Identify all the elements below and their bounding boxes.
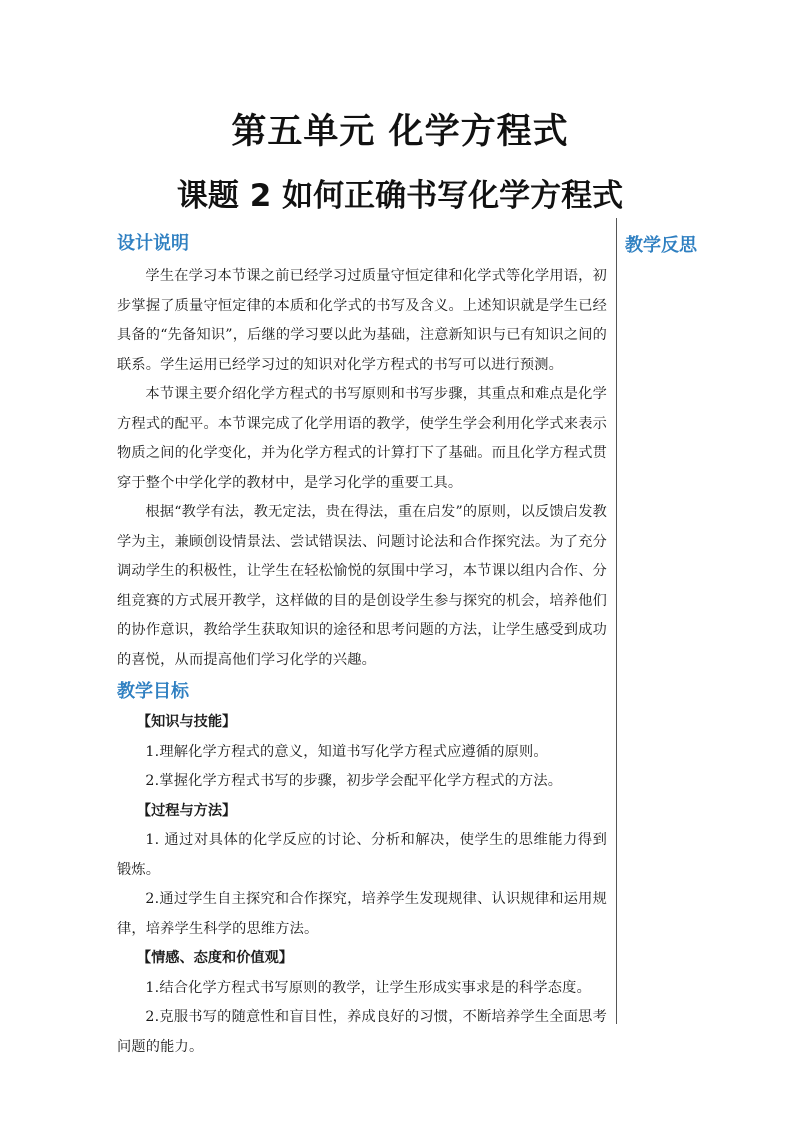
main-column — [117, 228, 607, 1062]
unit-title: 第五单元 化学方程式 — [231, 112, 569, 152]
reflection-heading: 教学反思 — [625, 235, 697, 256]
knowledge-item-2: 2.掌握化学方程式书写的步骤，初步学会配平化学方程式的方法。 — [145, 773, 563, 789]
lesson-title: 课题 2 如何正确书写化学方程式 — [176, 178, 624, 214]
design-paragraph-1: 学生在学习本节课之前已经学习过质量守恒定律和化学式等化学用语，初步掌握了质量守恒定律的本质和化学式的书写及含义。上述知识就是学生已经具备的“先备知识”，后继的学习要以此为基础，注意新知识与已有知识之间的联系。学生运用已经学习过的知识对化学方程式的书写可以进行预测。 — [117, 268, 607, 373]
process-label: 【过程与方法】 — [136, 802, 237, 819]
emotion-item-2: 2.克服书写的随意性和盲目性，养成良好的习惯，不断培养学生全面思考问题的能力。 — [117, 1009, 607, 1055]
design-heading: 设计说明 — [117, 233, 189, 254]
design-paragraph-2: 本节课主要介绍化学方程式的书写原则和书写步骤，其重点和难点是化学方程式的配平。本节课完成了化学用语的教学，使学生学会利用化学式来表示物质之间的化学变化，并为化学方程式的计算打下了基础。而且化学方程式贯穿于整个中学化学的教材中，是学习化学的重要工具。 — [117, 386, 607, 491]
process-item-1: 1. 通过对具体的化学反应的讨论、分析和解决，使学生的思维能力得到锻炼。 — [117, 832, 607, 878]
emotion-label: 【情感、态度和价值观】 — [136, 950, 293, 966]
column-divider — [616, 218, 617, 1024]
design-paragraph-3: 根据“教学有法，教无定法，贵在得法，重在启发”的原则，以反馈启发教学为主，兼顾创设情景法、尝试错误法、问题讨论法和合作探究法。为了充分调动学生的积极性，让学生在轻松愉悦的氛围中学习，本节课以组内合作、分组竞赛的方式展开教学，这样做的目的是创设学生参与探究的机会，培养他们的协作意识，教给学生获取知识的途径和思考问题的方法，让学生感受到成功的喜悦，从而提高他们学习化学的兴趣。 — [117, 504, 607, 668]
goals-heading: 教学目标 — [117, 681, 189, 702]
knowledge-label: 【知识与技能】 — [136, 714, 237, 730]
knowledge-item-1: 1.理解化学方程式的意义，知道书写化学方程式应遵循的原则。 — [145, 743, 548, 760]
reflection-column — [625, 230, 765, 262]
emotion-item-1: 1.结合化学方程式书写原则的教学，让学生形成实事求是的科学态度。 — [145, 979, 591, 996]
process-item-2: 2.通过学生自主探究和合作探究，培养学生发现规律、认识规律和运用规律，培养学生科学的思维方法。 — [117, 891, 607, 937]
